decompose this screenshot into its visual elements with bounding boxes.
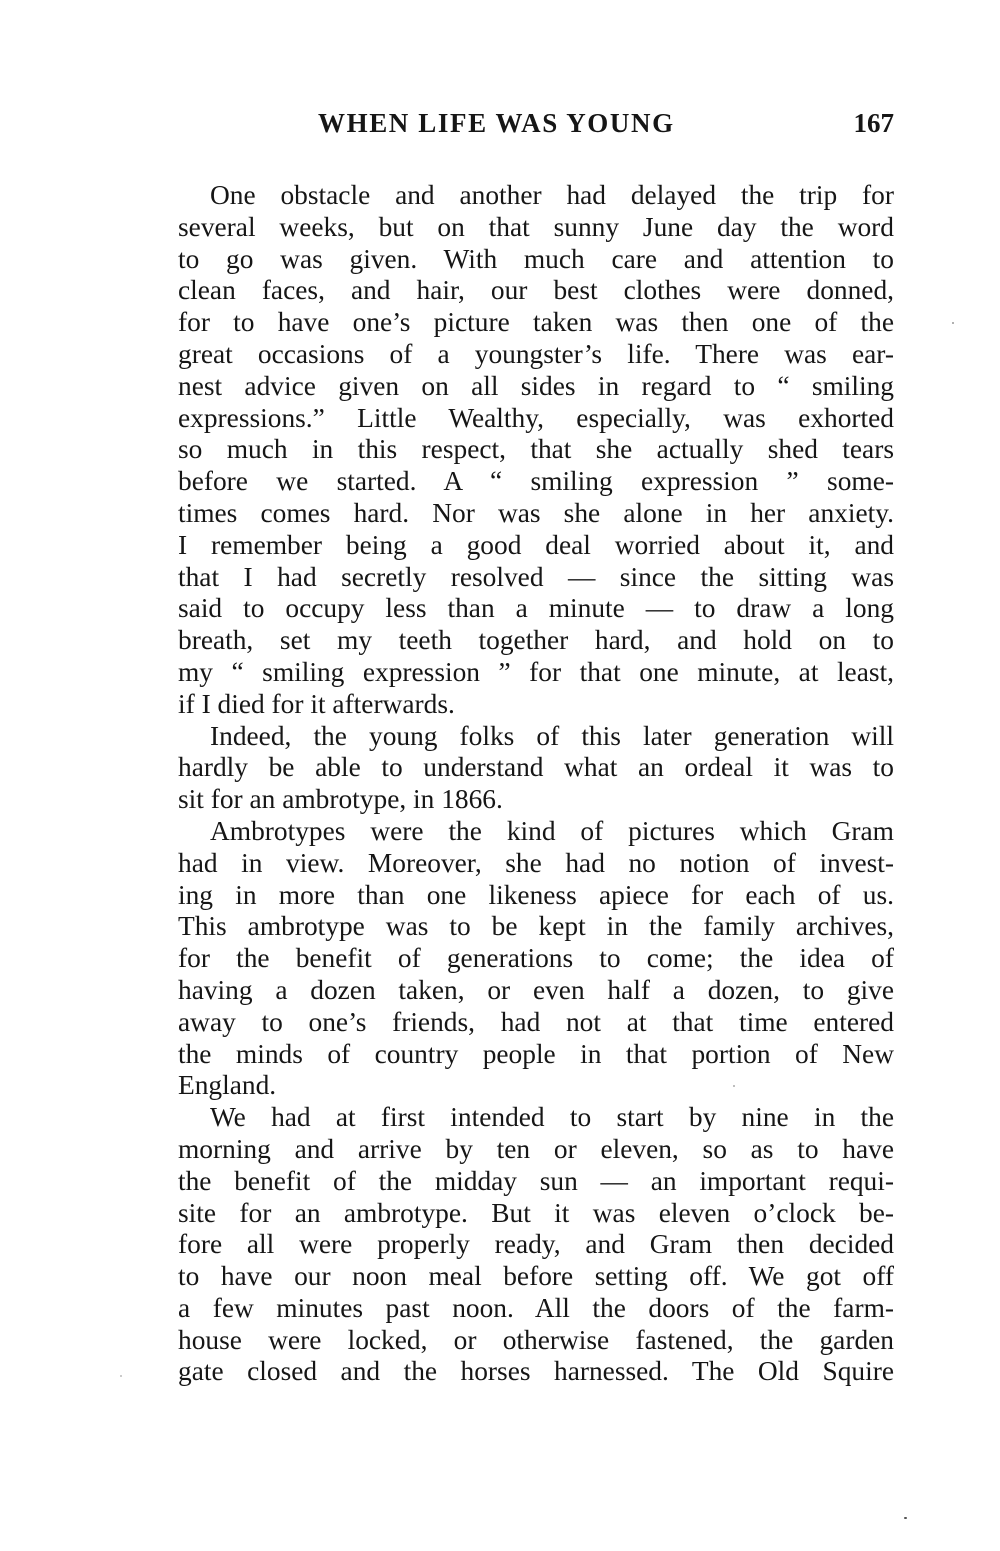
scan-speck: [904, 1517, 907, 1519]
running-title: WHEN LIFE WAS YOUNG: [318, 108, 675, 138]
text-line: my “ smiling expression ” for that one minute, at least,: [178, 656, 894, 687]
text-line: I remember being a good deal worried about it, and: [178, 529, 894, 560]
text-line: nest advice given on all sides in regard to “ smiling: [178, 370, 894, 401]
text-line: This ambrotype was to be kept in the family archives,: [178, 911, 894, 942]
paragraph-1: [178, 180, 894, 721]
text-line: One obstacle and another had delayed the trip for: [210, 180, 894, 210]
paragraph-4: [178, 1102, 894, 1388]
scan-speck: [952, 322, 954, 324]
text-line: fore all were properly ready, and Gram then decided: [178, 1229, 894, 1260]
running-header: [178, 108, 896, 148]
paragraph-2: [178, 721, 894, 816]
text-line: hardly be able to understand what an ordeal it was to: [178, 752, 894, 783]
text-line: for the benefit of generations to come; the idea of: [178, 943, 894, 974]
text-line: several weeks, but on that sunny June day the word: [178, 211, 894, 242]
text-line: the benefit of the midday sun — an important requi-: [178, 1165, 894, 1196]
text-line: the minds of country people in that portion of New: [178, 1038, 894, 1069]
text-line: so much in this respect, that she actually shed tears: [178, 434, 894, 465]
text-line: had in view. Moreover, she had no notion of invest-: [178, 847, 894, 878]
text-line: before we started. A “ smiling expression ” some-: [178, 466, 894, 497]
text-line: to go was given. With much care and attention to: [178, 243, 894, 274]
text-line: ing in more than one likeness apiece for each of us.: [178, 879, 894, 910]
paragraph-3: [178, 816, 894, 1102]
body-text: [178, 180, 894, 1388]
text-line: that I had secretly resolved — since the sitting was: [178, 561, 894, 592]
text-line: Ambrotypes were the kind of pictures which Gram: [210, 815, 894, 846]
text-line: for to have one’s picture taken was then one of the: [178, 307, 894, 338]
scan-speck: [120, 1375, 122, 1377]
text-line: a few minutes past noon. All the doors of the farm-: [178, 1292, 894, 1323]
text-line: if I died for it afterwards.: [178, 688, 455, 719]
text-line: expressions.” Little Wealthy, especially, was exhorted: [178, 402, 894, 433]
text-line: site for an ambrotype. But it was eleven o’clock be-: [178, 1197, 894, 1228]
text-line: Indeed, the young folks of this later generation will: [210, 720, 894, 751]
text-line: gate closed and the horses harnessed. The Old Squire: [178, 1356, 894, 1387]
text-line: We had at first intended to start by nine in the: [210, 1102, 894, 1133]
page-number: 167: [853, 108, 894, 138]
text-line: clean faces, and hair, our best clothes were donned,: [178, 275, 894, 306]
text-line: morning and arrive by ten or eleven, so as to have: [178, 1133, 894, 1164]
text-line: to have our noon meal before setting off. We got off: [178, 1261, 894, 1292]
text-line: sit for an ambrotype, in 1866.: [178, 784, 503, 815]
text-line: times comes hard. Nor was she alone in her anxiety.: [178, 497, 894, 528]
text-line: away to one’s friends, had not at that time entered: [178, 1006, 894, 1037]
text-line: great occasions of a youngster’s life. There was ear-: [178, 338, 894, 369]
text-line: England.: [178, 1070, 277, 1101]
text-line: said to occupy less than a minute — to draw a long: [178, 593, 894, 624]
text-line: breath, set my teeth together hard, and hold on to: [178, 625, 894, 656]
text-line: house were locked, or otherwise fastened, the garden: [178, 1324, 894, 1355]
text-line: having a dozen taken, or even half a dozen, to give: [178, 974, 894, 1005]
scan-speck: [733, 1085, 735, 1087]
